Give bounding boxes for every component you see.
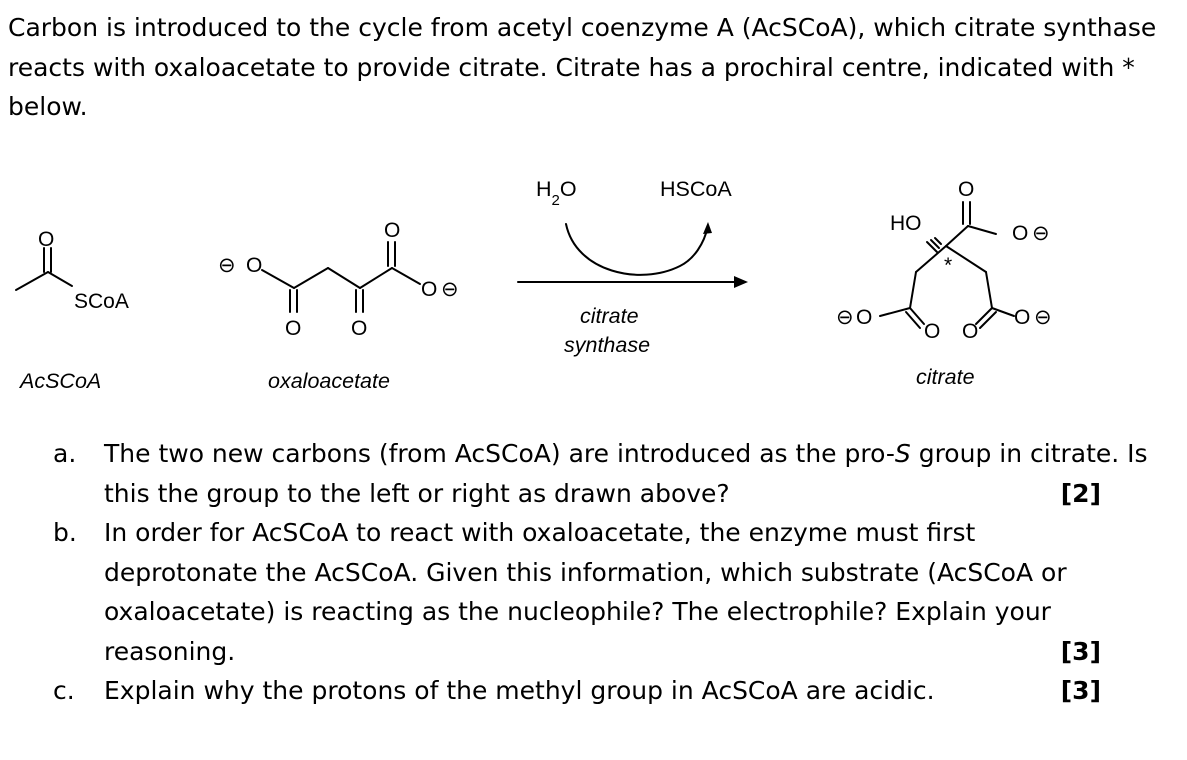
question-a bbox=[0, 434, 1187, 513]
question-marks: [3] bbox=[1060, 636, 1101, 666]
water-label: $H_2O$ bbox=[536, 177, 577, 209]
citrate-o-right: O bbox=[1014, 306, 1031, 329]
citrate-structure bbox=[836, 178, 1052, 343]
oxaloacetate-o-left: O bbox=[246, 254, 263, 277]
question-text: In order for AcSCoA to react with oxaloacetate, the enzyme must first deprotonate the AcSCoA. Given this information, which substrate (AcSCoA or oxaloacetate) is reacting as the nucleophile? The electrophile? Explain your reasoning. bbox=[104, 518, 1067, 666]
citrate-o-top: O bbox=[958, 178, 975, 201]
oxaloacetate-o-bottom-left: O bbox=[285, 317, 302, 340]
reaction-arrow bbox=[518, 177, 748, 357]
oxaloacetate-o-top: O bbox=[384, 219, 401, 242]
question-text: Explain why the protons of the methyl group in AcSCoA are acidic. bbox=[104, 676, 935, 705]
acscoa-carbonyl-oxygen: O bbox=[38, 228, 55, 251]
oxaloacetate-minus-left: ⊖ bbox=[218, 254, 236, 277]
citrate-name: citrate bbox=[916, 365, 975, 389]
question-c bbox=[0, 671, 1187, 711]
citrate-ho: HO bbox=[890, 212, 922, 235]
question-list bbox=[0, 434, 1187, 711]
question-marks: [2] bbox=[1060, 478, 1101, 508]
citrate-o-left: O bbox=[856, 306, 873, 329]
enzyme-line2: synthase bbox=[564, 333, 651, 357]
question-text: The two new carbons (from AcSCoA) are introduced as the pro-S group in citrate. Is this the group to the left or right as drawn above? bbox=[104, 439, 1148, 508]
intro-paragraph bbox=[8, 8, 1158, 127]
question-marks: [3] bbox=[1060, 676, 1101, 705]
citrate-minus-right: ⊖ bbox=[1034, 306, 1052, 329]
acscoa-scoa-label: SCoA bbox=[74, 290, 129, 313]
oxaloacetate-minus-right: ⊖ bbox=[441, 278, 459, 301]
prochiral-star: * bbox=[944, 254, 953, 277]
oxaloacetate-o-right: O bbox=[421, 278, 438, 301]
oxaloacetate-o-bottom-right: O bbox=[351, 317, 368, 340]
citrate-synthase-scheme bbox=[0, 160, 1187, 400]
question-marker: b. bbox=[53, 518, 77, 547]
question-marker: a. bbox=[53, 439, 77, 468]
oxaloacetate-name: oxaloacetate bbox=[268, 369, 390, 393]
citrate-minus-right-top: ⊖ bbox=[1032, 222, 1050, 245]
question-b bbox=[0, 513, 1187, 671]
intro-text: Carbon is introduced to the cycle from acetyl coenzyme A (AcSCoA), which citrate synthase reacts with oxaloacetate to provide citrate. Citrate has a prochiral centre, indicated with * below. bbox=[8, 13, 1157, 121]
citrate-o-right-top: O bbox=[1012, 222, 1029, 245]
citrate-o-bottom-right: O bbox=[962, 320, 979, 343]
acscoa-structure bbox=[16, 228, 129, 313]
acscoa-name: AcSCoA bbox=[20, 369, 102, 393]
question-marker: c. bbox=[53, 676, 75, 705]
enzyme-line1: citrate bbox=[580, 304, 639, 328]
citrate-o-bottom-left: O bbox=[924, 320, 941, 343]
oxaloacetate-structure bbox=[218, 219, 459, 340]
citrate-minus-left: ⊖ bbox=[836, 306, 854, 329]
hscoa-label: HSCoA bbox=[660, 177, 732, 201]
